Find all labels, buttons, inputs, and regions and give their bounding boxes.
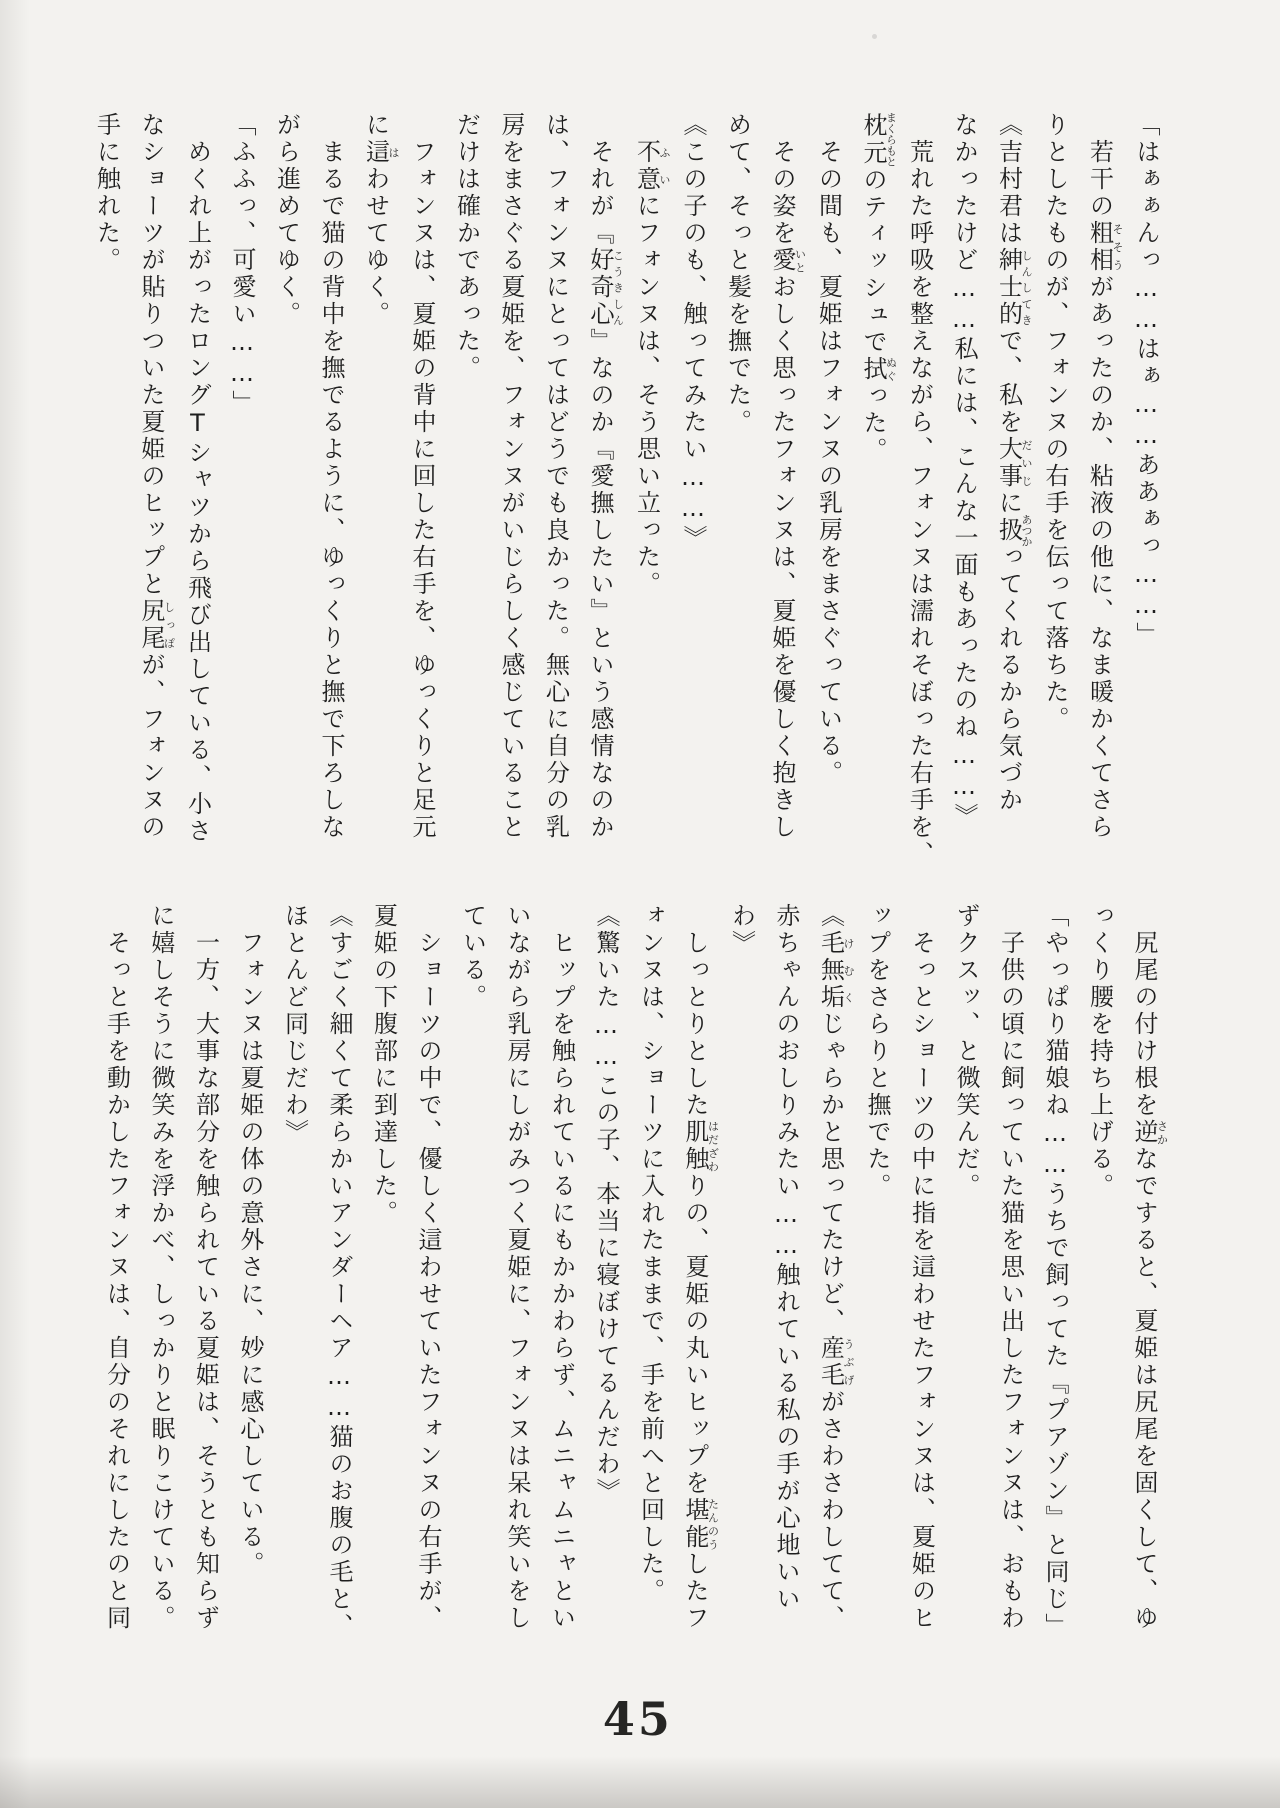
scan-speck-artifact: [872, 34, 877, 39]
text-column: 赤ちゃんのおしりみたい……触れている私の手が心地いい: [772, 903, 800, 1613]
text-column: に嬉しそうに微笑みを浮かべ、しっかりと眠りこけている。: [147, 903, 175, 1632]
text-column: 若干の粗相そそうがあったのか、粘液の他に、なま暖かくてさら: [1085, 139, 1124, 841]
text-column: 尻尾の付け根を逆さかなですると、夏姫は尻尾を固くして、ゆ: [1130, 930, 1169, 1632]
text-column: フォンヌは、夏姫の背中に回した右手を、ゆっくりと足元: [408, 139, 436, 841]
text-column: 《この子のも、触ってみたい……》: [679, 112, 707, 552]
text-column: に這はわせてゆく。: [361, 112, 400, 328]
text-column: そっと手を動かしたフォンヌは、自分のそれにしたのと同: [102, 930, 131, 1632]
text-column: 「やっぱり猫娘ね……うちで飼ってた『プアゾン』と同じ」: [1041, 903, 1069, 1640]
text-column: 一方、大事な部分を触られている夏姫は、そうとも知らず: [191, 930, 220, 1632]
text-column: ずクスッ、と微笑んだ。: [952, 903, 980, 1200]
text-column: 《毛無垢けむくじゃらかと思ってたけど、産毛うぶげがさわさわしてて、: [816, 903, 855, 1632]
text-column: 「ふふっ、可愛い……」: [228, 112, 256, 417]
text-column: ォンヌは、ショーツに入れたままで、手を前へと回した。: [636, 903, 665, 1605]
paper-edge-shading-left: [0, 0, 30, 1808]
text-column: は、フォンヌにとってはどうでも良かった。無心に自分の乳: [541, 112, 570, 841]
text-column: なかったけど……私には、こんな一面もあったのね……》: [950, 112, 978, 830]
text-column: 房をまさぐる夏姫を、フォンヌがいじらしく感じていること: [497, 112, 525, 841]
text-column: ショーツの中で、優しく這わせていたフォンヌの右手が、: [414, 930, 442, 1632]
text-column: ている。: [458, 903, 487, 1011]
text-column: りとしたものが、フォンヌの右手を伝って落ちた。: [1041, 112, 1069, 733]
paper-edge-shading-bottom: [0, 1756, 1280, 1808]
text-column: その間も、夏姫はフォンヌの乳房をまさぐっている。: [814, 139, 843, 787]
text-column: いながら乳房にしがみつく夏姫に、フォンヌは呆れ笑いをし: [503, 903, 531, 1632]
text-column: そっとショーツの中に指を這わせたフォンヌは、夏姫のヒ: [907, 930, 936, 1632]
text-column: 枕元まくらもとのティッシュで拭ぬぐった。: [859, 112, 898, 464]
text-column: 手に触れた。: [92, 112, 121, 274]
text-column: 不意ふいにフォンヌは、そう思い立った。: [632, 139, 671, 598]
text-column: ほとんど同じだわ》: [280, 903, 309, 1146]
text-column: フォンヌは夏姫の体の意外さに、妙に感心している。: [236, 930, 264, 1578]
text-column: 夏姫の下腹部に到達した。: [369, 903, 398, 1227]
text-column: めくれ上がったロングTシャツから飛び出している、小さ: [183, 139, 212, 845]
text-column: しっとりとした肌触はだざわりの、夏姫の丸いヒップを堪能たんのうしたフ: [681, 930, 720, 1632]
text-column: 荒れた呼吸を整えながら、フォンヌは濡れそぼった右手を、: [905, 139, 934, 868]
text-column: ヒップを触られているにもかかわらず、ムニャムニャとい: [547, 930, 576, 1632]
text-column: 子供の頃に飼っていた猫を思い出したフォンヌは、おもわ: [996, 930, 1025, 1632]
text-column: わ》: [727, 903, 756, 957]
text-column: その姿を愛いとおしく思ったフォンヌは、夏姫を優しく抱きし: [768, 139, 807, 841]
text-column: 《すごく細くて柔らかいアンダーヘア……猫のお腹の毛と、: [325, 903, 353, 1640]
text-column: 《吉村君は紳士的しんしてきで、私を大事だいじに扱あつかってくれるから気づか: [994, 112, 1033, 814]
text-column: ップをさらりと撫でた。: [863, 903, 891, 1200]
text-column: がら進めてゆく。: [272, 112, 301, 328]
text-column: っくり腰を持ち上げる。: [1085, 903, 1114, 1200]
text-column: だけは確かであった。: [452, 112, 481, 382]
text-column: めて、そっと髪を撫でた。: [723, 112, 752, 436]
text-column: それが『好奇心こうきしん』なのか『愛撫したい』という感情なのか: [586, 139, 625, 841]
text-column: なショーツが貼りついた夏姫のヒップと尻尾しっぽが、フォンヌの: [137, 112, 176, 841]
page-number: 45: [602, 1692, 673, 1746]
text-column: 《驚いた……この子、本当に寝ぼけてるんだわ》: [592, 903, 620, 1505]
text-column: 「はぁぁんっ……はぁ……ああぁっ……」: [1132, 112, 1160, 649]
bottom-text-block: [94, 903, 1168, 1685]
text-column: まるで猫の背中を撫でるように、ゆっくりと撫で下ろしな: [317, 139, 345, 841]
top-text-block: [84, 112, 1168, 894]
